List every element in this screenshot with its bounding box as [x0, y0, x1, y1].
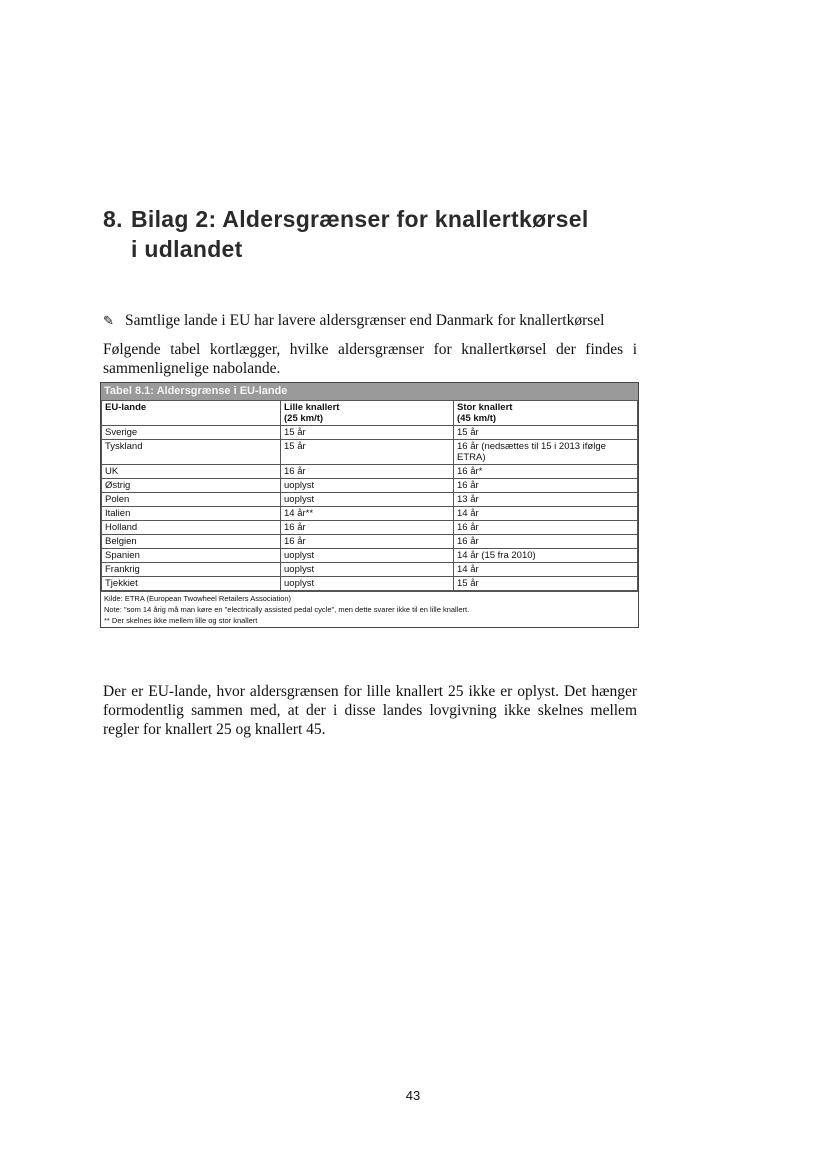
section-number: 8.: [103, 206, 123, 232]
pencil-icon: ✎: [103, 313, 114, 328]
table-row: [102, 577, 638, 591]
table-source-note: Kilde: ETRA (European Twowheel Retailers Association): [104, 594, 292, 603]
cell-small-moped: 16 år: [281, 465, 454, 479]
section-heading: [103, 204, 663, 264]
cell-country: Østrig: [102, 479, 281, 493]
cell-small-moped: 15 år: [281, 440, 454, 465]
cell-country: Italien: [102, 507, 281, 521]
cell-large-moped: 14 år: [454, 563, 638, 577]
cell-small-moped: uoplyst: [281, 493, 454, 507]
cell-small-moped: 14 år**: [281, 507, 454, 521]
cell-large-moped: 16 år: [454, 535, 638, 549]
cell-country: Frankrig: [102, 563, 281, 577]
table-row: [102, 563, 638, 577]
cell-small-moped: 15 år: [281, 426, 454, 440]
page-number: 43: [405, 1088, 421, 1103]
table-header-row: [102, 401, 638, 426]
header-country: EU-lande: [102, 401, 281, 426]
table-row: [102, 521, 638, 535]
cell-small-moped: 16 år: [281, 521, 454, 535]
cell-large-moped: 15 år: [454, 426, 638, 440]
heading-line-2: i udlandet: [131, 236, 243, 262]
cell-large-moped: 16 år: [454, 479, 638, 493]
cell-large-moped: 14 år (15 fra 2010): [454, 549, 638, 563]
cell-large-moped: 15 år: [454, 577, 638, 591]
cell-country: Holland: [102, 521, 281, 535]
key-point-text: Samtlige lande i EU har lavere aldersgrænser end Danmark for knallertkørsel: [125, 312, 605, 329]
table-row: [102, 549, 638, 563]
cell-small-moped: uoplyst: [281, 563, 454, 577]
cell-small-moped: uoplyst: [281, 479, 454, 493]
table-notes: [101, 591, 638, 627]
cell-large-moped: 16 år: [454, 521, 638, 535]
table-note-1: Note: "som 14 årig må man køre en "electrically assisted pedal cycle", men dette svarer ikke til en lille knallert.: [104, 605, 470, 614]
key-point: [103, 312, 643, 330]
intro-paragraph: Følgende tabel kortlægger, hvilke aldersgrænser for knallertkørsel der findes i sammenlignelige nabolande.: [103, 341, 637, 377]
cell-small-moped: uoplyst: [281, 577, 454, 591]
cell-large-moped: 16 år*: [454, 465, 638, 479]
heading-line-1: Bilag 2: Aldersgrænser for knallertkørsel: [131, 206, 589, 232]
table-row: [102, 535, 638, 549]
cell-large-moped: 14 år: [454, 507, 638, 521]
cell-large-moped: 13 år: [454, 493, 638, 507]
table-row: [102, 426, 638, 440]
table-row: [102, 440, 638, 465]
age-limit-table: [100, 382, 639, 628]
cell-country: Sverige: [102, 426, 281, 440]
table-row: [102, 479, 638, 493]
cell-country: Polen: [102, 493, 281, 507]
cell-country: Tjekkiet: [102, 577, 281, 591]
cell-country: Tyskland: [102, 440, 281, 465]
table-row: [102, 465, 638, 479]
cell-country: Belgien: [102, 535, 281, 549]
header-small-moped: Lille knallert (25 km/t): [281, 401, 454, 426]
cell-large-moped: 16 år (nedsættes til 15 i 2013 ifølge ETRA): [454, 440, 638, 465]
table-caption: Tabel 8.1: Aldersgrænse i EU-lande: [101, 383, 638, 400]
cell-country: UK: [102, 465, 281, 479]
table-row: [102, 507, 638, 521]
header-large-moped: Stor knallert (45 km/t): [454, 401, 638, 426]
cell-small-moped: uoplyst: [281, 549, 454, 563]
table-row: [102, 493, 638, 507]
table-grid: [101, 400, 638, 591]
table-note-2: ** Der skelnes ikke mellem lille og stor knallert: [104, 616, 258, 625]
conclusion-paragraph: Der er EU-lande, hvor aldersgrænsen for lille knallert 25 ikke er oplyst. Det hænger formodentlig sammen med, at der i disse landes lovgivning ikke skelnes mellem regler for knallert 25 og knallert 45.: [103, 683, 637, 738]
cell-country: Spanien: [102, 549, 281, 563]
cell-small-moped: 16 år: [281, 535, 454, 549]
